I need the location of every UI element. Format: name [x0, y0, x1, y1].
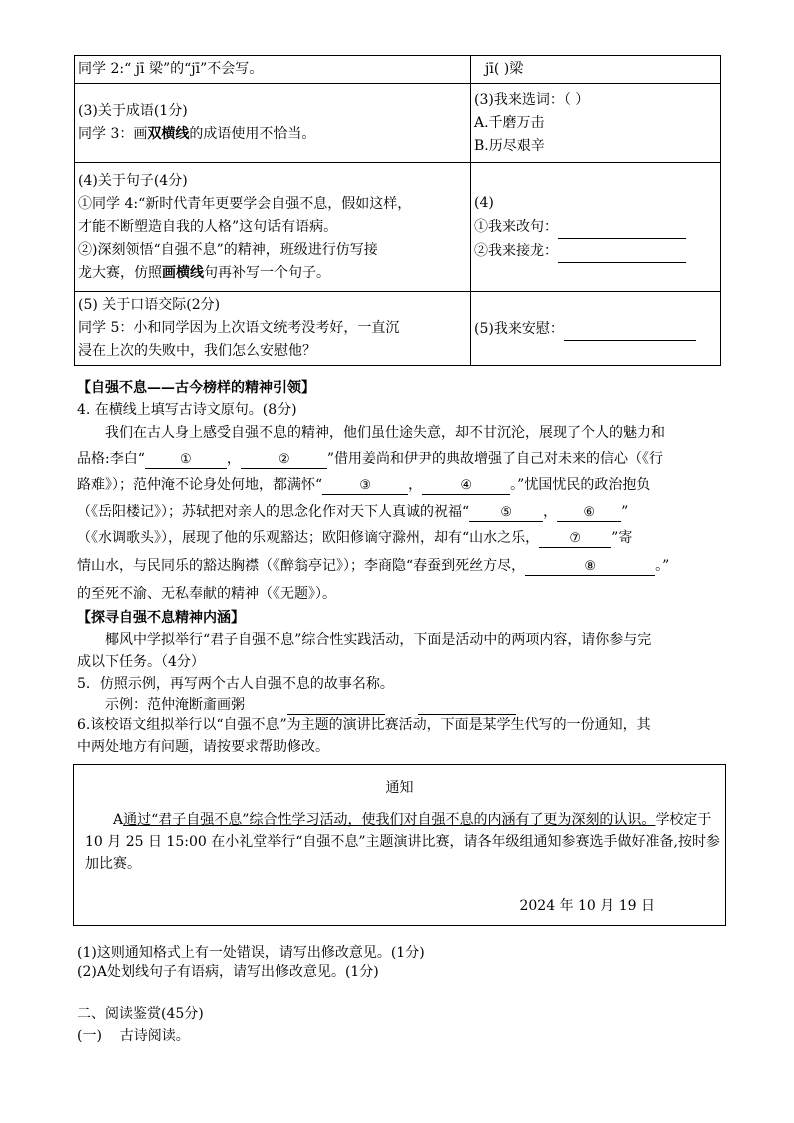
- notice-title: 通知: [385, 780, 414, 796]
- answer-blank-2[interactable]: ②: [241, 452, 327, 469]
- text-run: （《水调歌头》），展现了他的乐观豁达；欧阳修谪守滁州，却有“山水之乐，: [77, 530, 540, 546]
- notice-body: [85, 809, 721, 875]
- row2-left-head: (3)关于成语(1分): [78, 103, 188, 119]
- text-run: ，: [543, 504, 558, 520]
- notice-rest: 学校定于 10 月 25 日 15:00 在小礼堂举行“自强不息”主题演讲比赛，请各年级组通知参赛选手做好准备,按时参加比赛。: [85, 812, 720, 872]
- text-run: ”借用姜尚和伊尹的典故增强了自己对未来的信心（《行: [326, 451, 664, 467]
- text-run: 品格:李白“: [77, 451, 145, 467]
- relay-blank[interactable]: [558, 239, 686, 263]
- row3-text-bold: 画横线: [162, 264, 204, 281]
- option-a: A.千磨万击: [474, 114, 545, 131]
- row2-text-bold: 双横线: [147, 126, 190, 142]
- row3-left-l4: [78, 262, 467, 285]
- question-5-example: [105, 694, 516, 715]
- answer-blank-1[interactable]: ①: [145, 452, 227, 469]
- row3-left-l2: 才能不断塑造自我的人格”这句话有语病。: [78, 218, 338, 235]
- question-4: 4. 在横线上填写古诗文原句。(8分): [77, 402, 297, 418]
- table-row: [75, 84, 721, 163]
- answer-blank-7[interactable]: ⑦: [539, 531, 611, 548]
- poem-para-line: [77, 528, 632, 548]
- section-heading: 【自强不息——古今榜样的精神引领】: [77, 380, 315, 396]
- intro-line: 椰风中学拟举行“君子自强不息”综合性实践活动，下面是活动中的两项内容，请你参与完: [105, 632, 652, 648]
- answer-blank-4[interactable]: ④: [422, 478, 510, 495]
- table-cell: [75, 163, 471, 292]
- question-6-line: 6.该校语文组拟举行以“自强不息”为主题的演讲比赛活动，下面是某学生代写的一份通知，其: [77, 717, 651, 733]
- table-cell: [471, 163, 721, 292]
- poem-para-line: [77, 556, 669, 576]
- rewrite-label: ①我来改句：: [474, 218, 558, 235]
- table-cell: [471, 292, 721, 366]
- table-cell: [471, 56, 721, 84]
- rewrite-line: [474, 215, 717, 239]
- notice-date: 2024 年 10 月 19 日: [519, 898, 655, 914]
- option-b: B.历尽艰辛: [474, 137, 545, 154]
- section-heading: 【探寻自强不息精神内涵】: [77, 610, 245, 626]
- question-table: [74, 55, 721, 366]
- table-cell: [75, 292, 471, 366]
- question-5: 5．仿照示例，再写两个古人自强不息的故事名称。: [77, 676, 394, 692]
- table-cell: [75, 56, 471, 84]
- row3-left-head: (4)关于句子(4分): [78, 172, 188, 189]
- row4-left-l1: 同学 5：小和同学因为上次语文统考没考好，一直沉: [78, 320, 400, 336]
- poem-para-line: [77, 502, 628, 522]
- notice-box: [73, 764, 726, 926]
- relay-line: [474, 239, 717, 263]
- question-6-line: 中两处地方有问题，请按要求帮助修改。: [77, 739, 329, 755]
- answer-blank-8[interactable]: ⑧: [525, 559, 655, 576]
- intro-line: 成以下任务。（4分）: [77, 654, 205, 670]
- text-run: ，: [408, 477, 423, 493]
- comfort-blank[interactable]: [564, 317, 696, 341]
- relay-label: ②我来接龙：: [474, 242, 558, 259]
- text-run: 。”忧国忧民的政治抱负: [510, 477, 651, 493]
- rewrite-blank[interactable]: [558, 215, 686, 239]
- answer-blank-story-2[interactable]: [418, 694, 516, 715]
- notice-underlined-sentence: 通过“君子自强不息”综合性学习活动，使我们对自强不息的内涵有了更为深刻的认识。: [123, 812, 656, 828]
- table-row: [75, 292, 721, 366]
- text-run: ，: [226, 451, 241, 467]
- answer-blank-3[interactable]: ③: [322, 478, 408, 495]
- row4-left-head: (5) 关于口语交际(2分): [78, 297, 221, 313]
- poem-para-line: [77, 475, 650, 495]
- table-row: [75, 163, 721, 292]
- poem-para-line: 我们在古人身上感受自强不息的精神，他们虽仕途失意，却不甘沉沦，展现了个人的魅力和: [105, 425, 665, 441]
- notice-a-label: A: [113, 812, 124, 828]
- text-run: 。”: [655, 558, 670, 574]
- row1-right: jī( )梁: [485, 61, 524, 77]
- text-run: （《岳阳楼记》）；苏轼把对亲人的思念化作对天下人真诚的祝福“: [77, 504, 470, 520]
- poem-para-line: 的至死不渝、无私奉献的精神（《无题》）。: [77, 586, 336, 602]
- row1-left: 同学 2:“ jī 梁”的“jī”不会写。: [78, 61, 264, 77]
- row3-left-l3: ②)深刻领悟“自强不息”的精神，班级进行仿写接: [78, 241, 378, 258]
- text-run: ”: [621, 504, 629, 520]
- text-run: 情山水，与民同乐的豁达胸襟（《醉翁亭记》）；李商隐“春蚕到死丝方尽，: [77, 558, 526, 574]
- row2-right-head: (3)我来选词：（ ）: [474, 91, 590, 108]
- sub-question-1: (1)这则通知格式上有一处错误，请写出修改意见。(1分): [77, 945, 425, 961]
- part2-subheading: (一) 古诗阅读。: [77, 1028, 190, 1044]
- answer-blank-5[interactable]: ⑤: [469, 505, 543, 522]
- text-run: ”寄: [611, 530, 633, 546]
- text-run: 路难》）；范仲淹不论身处何地，都满怀“: [77, 477, 323, 493]
- answer-blank-story-1[interactable]: [287, 694, 385, 715]
- row3-text-pre: 龙大赛，仿照: [78, 264, 162, 281]
- row2-left-body: [78, 123, 467, 146]
- row3-text-post: 句再补写一个句子。: [204, 264, 330, 281]
- table-cell: [75, 84, 471, 163]
- table-row: [75, 56, 721, 84]
- poem-para-line: [77, 449, 663, 469]
- row3-left-l1: ①同学 4:“新时代青年更要学会自强不息，假如这样，: [78, 195, 412, 212]
- row4-left-l2: 浸在上次的失败中，我们怎么安慰他？: [78, 343, 316, 359]
- sub-question-2: (2)A处划线句子有语病，请写出修改意见。(1分): [77, 964, 379, 980]
- answer-blank-6[interactable]: ⑥: [557, 505, 621, 522]
- row2-text-post: 的成语使用不恰当。: [189, 126, 316, 142]
- row2-text-pre: 同学 3：画: [78, 126, 148, 142]
- table-cell: [471, 84, 721, 163]
- example-text: 示例：范仲淹断齑画粥: [105, 697, 245, 713]
- part2-heading: 二、阅读鉴赏(45分): [77, 1006, 204, 1022]
- comfort-line: [474, 317, 717, 341]
- comfort-label: (5)我来安慰：: [474, 320, 564, 337]
- row3-right-head: (4): [474, 194, 494, 211]
